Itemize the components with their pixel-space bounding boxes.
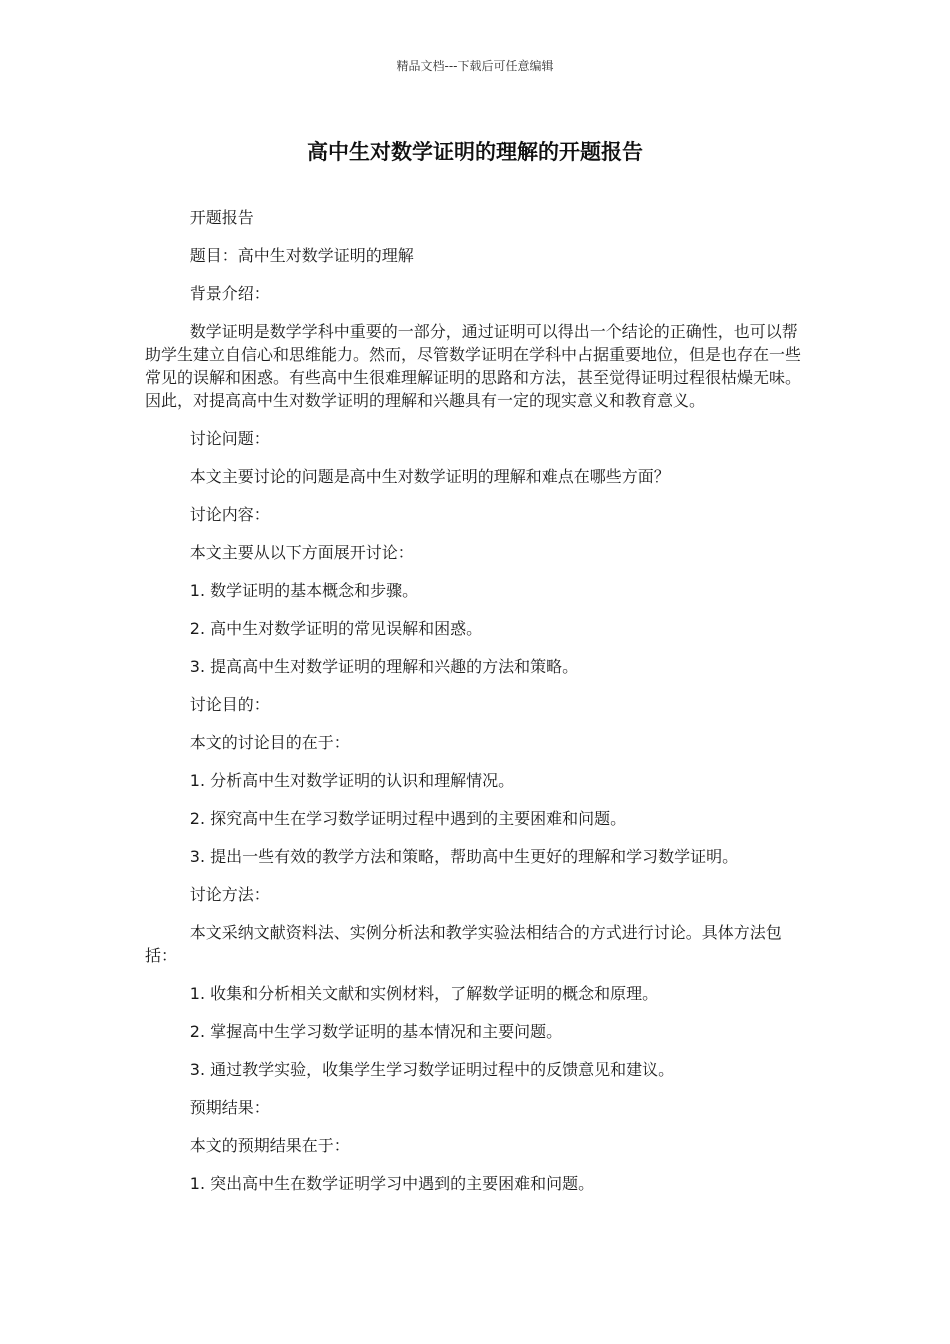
paragraph-results-intro: 本文的预期结果在于： <box>189 1136 350 1155</box>
list-item: 1. 收集和分析相关文献和实例材料，了解数学证明的概念和原理。 <box>189 984 659 1003</box>
page-header-note: 精品文档---下载后可任意编辑 <box>396 59 554 73</box>
document-title: 高中生对数学证明的理解的开题报告 <box>307 140 643 164</box>
section-heading-expected-results: 预期结果： <box>189 1098 270 1117</box>
paragraph-method-intro: 本文采纳文献资料法、实例分析法和教学实验法相结合的方式进行讨论。具体方法包括： <box>145 923 782 965</box>
list-item: 2. 探究高中生在学习数学证明过程中遇到的主要困难和问题。 <box>189 809 627 828</box>
list-item: 2. 掌握高中生学习数学证明的基本情况和主要问题。 <box>189 1022 563 1041</box>
list-item: 1. 突出高中生在数学证明学习中遇到的主要困难和问题。 <box>189 1174 595 1193</box>
list-item: 3. 提出一些有效的教学方法和策略，帮助高中生更好的理解和学习数学证明。 <box>189 847 739 866</box>
paragraph-purpose-intro: 本文的讨论目的在于： <box>189 733 350 752</box>
paragraph-content-intro: 本文主要从以下方面展开讨论： <box>189 543 414 562</box>
list-item: 3. 通过教学实验，收集学生学习数学证明过程中的反馈意见和建议。 <box>189 1060 675 1079</box>
document-body <box>145 206 807 1195</box>
paragraph-report-label: 开题报告 <box>189 208 254 227</box>
list-item: 1. 数学证明的基本概念和步骤。 <box>189 581 419 600</box>
section-heading-background: 背景介绍： <box>189 284 270 303</box>
paragraph-topic: 题目：高中生对数学证明的理解 <box>189 246 414 265</box>
section-heading-purpose: 讨论目的： <box>189 695 270 714</box>
section-heading-method: 讨论方法： <box>189 885 270 904</box>
list-item: 1. 分析高中生对数学证明的认识和理解情况。 <box>189 771 515 790</box>
paragraph-background: 数学证明是数学学科中重要的一部分，通过证明可以得出一个结论的正确性，也可以帮助学生建立自信心和思维能力。然而，尽管数学证明在学科中占据重要地位，但是也存在一些常见的误解和困惑。有些高中生很难理解证明的思路和方法，甚至觉得证明过程很枯燥无味。因此，对提高高中生对数学证明的理解和兴趣具有一定的现实意义和教育意义。 <box>145 322 802 410</box>
section-heading-content: 讨论内容： <box>189 505 270 524</box>
list-item: 3. 提高高中生对数学证明的理解和兴趣的方法和策略。 <box>189 657 579 676</box>
paragraph-question: 本文主要讨论的问题是高中生对数学证明的理解和难点在哪些方面？ <box>189 467 670 486</box>
section-heading-question: 讨论问题： <box>189 429 270 448</box>
list-item: 2. 高中生对数学证明的常见误解和困惑。 <box>189 619 483 638</box>
